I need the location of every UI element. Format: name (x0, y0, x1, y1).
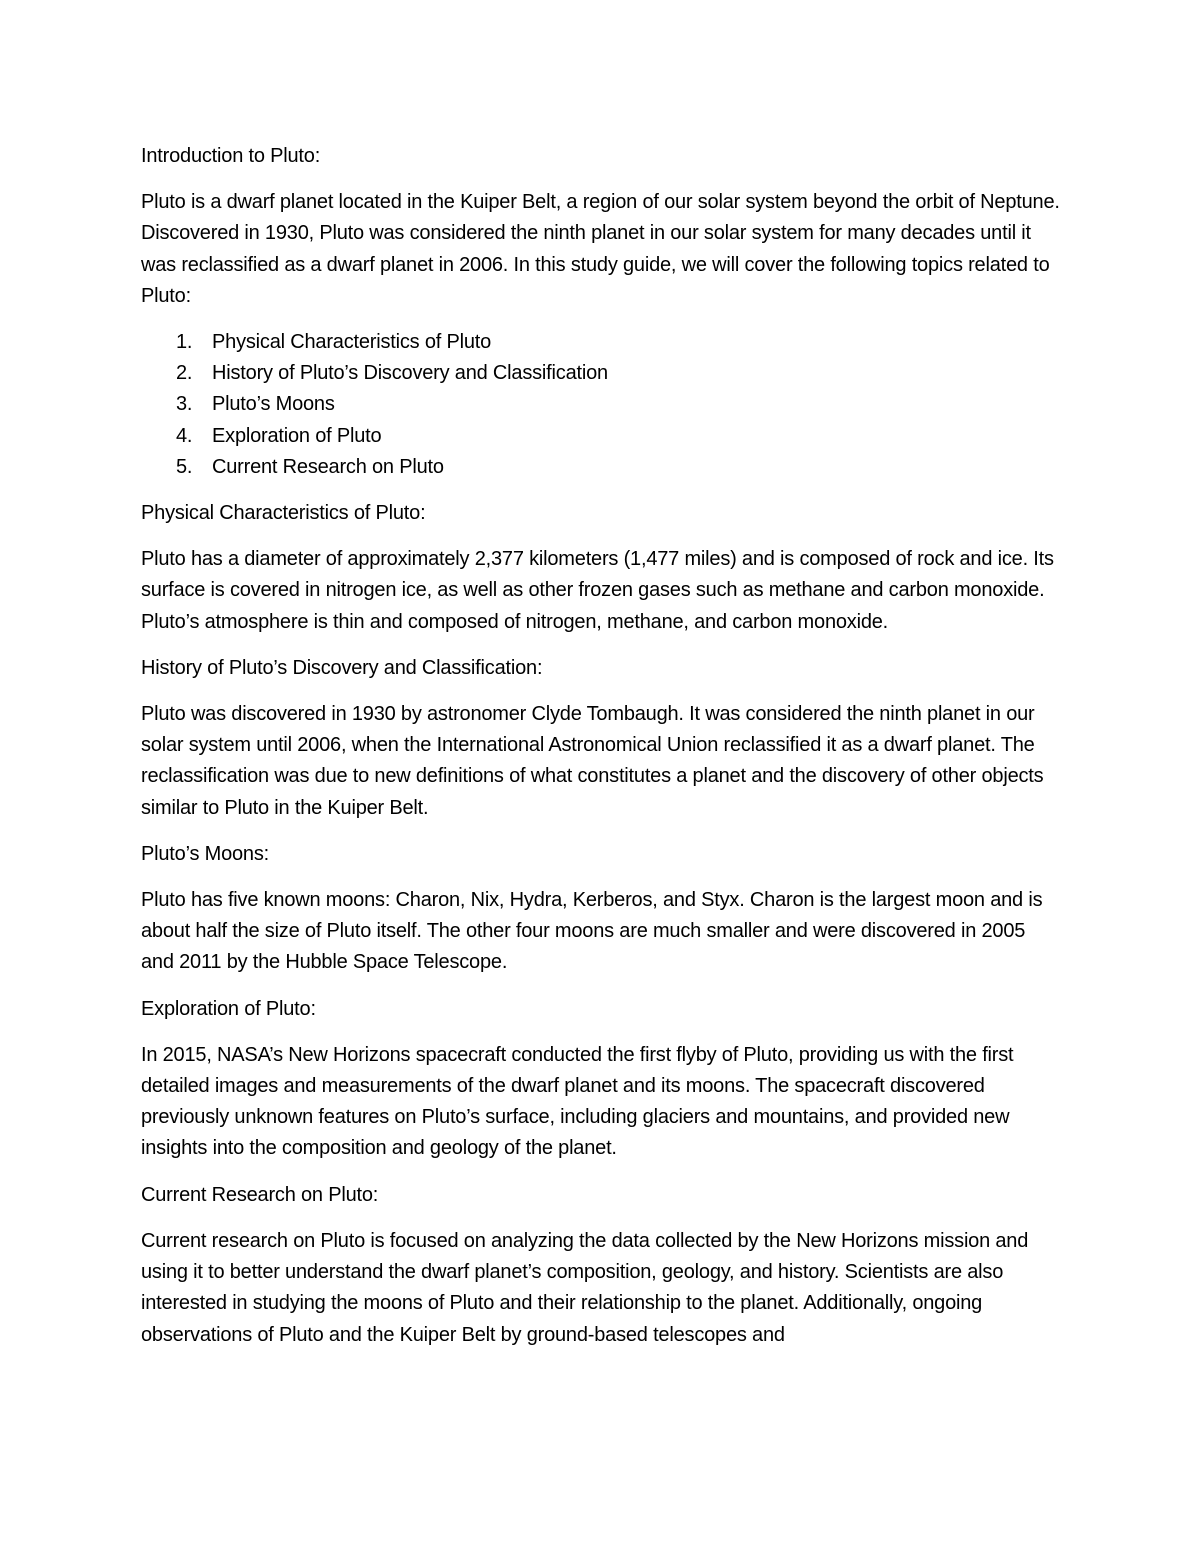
document-page (141, 141, 1061, 1366)
list-item-label: Exploration of Pluto (212, 424, 382, 447)
section-heading-physical-characteristics: Physical Characteristics of Pluto: (141, 502, 426, 525)
section-heading-introduction: Introduction to Pluto: (141, 145, 321, 167)
list-item-number: 1. (176, 331, 193, 354)
list-item-number: 3. (176, 393, 193, 416)
section-heading-current-research: Current Research on Pluto: (141, 1183, 379, 1206)
list-item-label: Physical Characteristics of Pluto (212, 331, 492, 354)
list-item-label: History of Pluto’s Discovery and Classification (212, 362, 608, 385)
section-heading-history: History of Pluto’s Discovery and Classification: (141, 656, 543, 679)
topic-list (141, 327, 1061, 483)
section-body-exploration: In 2015, NASA’s New Horizons spacecraft conducted the first flyby of Pluto, providing us with the first detailed images and measurements of the dwarf planet and its moons. The spacecraft discovered previously unknown features on Pluto’s surface, including glaciers and mountains, and provided new insights into the composition and geology of the planet. (141, 1043, 1014, 1160)
section-heading-moons: Pluto’s Moons: (141, 842, 270, 865)
list-item-number: 4. (176, 424, 193, 447)
list-item (141, 452, 1061, 483)
list-item (141, 327, 1061, 358)
list-item-number: 5. (176, 455, 193, 478)
list-item (141, 421, 1061, 452)
section-body-current-research: Current research on Pluto is focused on analyzing the data collected by the New Horizons mission and using it to better understand the dwarf planet’s composition, geology, and history. Scientists are also interested in studying the moons of Pluto and their relationship to the planet. Additionally, ongoing observations of Pluto and the Kuiper Belt by ground-based telescopes and (141, 1229, 1029, 1346)
list-item (141, 389, 1061, 420)
section-body-history: Pluto was discovered in 1930 by astronomer Clyde Tombaugh. It was considered the ninth planet in our solar system until 2006, when the International Astronomical Union reclassified it as a dwarf planet. The reclassification was due to new definitions of what constitutes a planet and the discovery of other objects similar to Pluto in the Kuiper Belt. (141, 703, 1044, 819)
section-body-physical-characteristics: Pluto has a diameter of approximately 2,377 kilometers (1,477 miles) and is composed of rock and ice. Its surface is covered in nitrogen ice, as well as other frozen gases such as methane and carbon monoxide. Pluto’s atmosphere is thin and composed of nitrogen, methane, and carbon monoxide. (141, 548, 1054, 633)
section-heading-exploration: Exploration of Pluto: (141, 997, 316, 1020)
list-item-label: Current Research on Pluto (212, 455, 444, 478)
list-item-label: Pluto’s Moons (212, 393, 335, 416)
section-body-moons: Pluto has five known moons: Charon, Nix, Hydra, Kerberos, and Styx. Charon is the largest moon and is about half the size of Pluto itself. The other four moons are much smaller and were discovered in 2005 and 2011 by the Hubble Space Telescope. (141, 889, 1043, 974)
section-body-introduction: Pluto is a dwarf planet located in the Kuiper Belt, a region of our solar system beyond the orbit of Neptune. Discovered in 1930, Pluto was considered the ninth planet in our solar system for many decades until it was reclassified as a dwarf planet in 2006. In this study guide, we will cover the following topics related to Pluto: (141, 191, 1060, 307)
list-item-number: 2. (176, 362, 193, 385)
list-item (141, 358, 1061, 389)
